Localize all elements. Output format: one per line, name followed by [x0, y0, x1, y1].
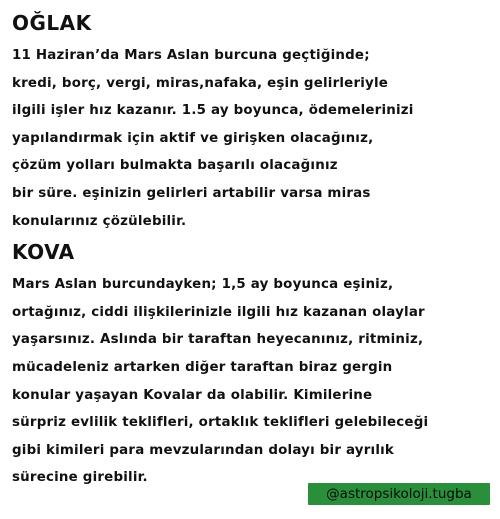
text-line: ilgili işler hız kazanır. 1.5 ay boyunca, ödemelerinizi: [12, 103, 414, 119]
author-handle-badge: @astropsikoloji.tugba: [308, 483, 490, 505]
section-title: KOVA: [12, 240, 75, 265]
section-title: OĞLAK: [12, 11, 92, 35]
section-kova: [12, 239, 496, 492]
text-line: yaşarsınız. Aslında bir taraftan heyecanınız, ritminiz,: [12, 332, 424, 348]
text-line: sürpriz evlilik teklifleri, ortaklık teklifleri gelebileceği: [12, 415, 429, 431]
text-line: Mars Aslan burcundayken; 1,5 ay boyunca eşiniz,: [12, 277, 394, 293]
text-line: konularınız çözülebilir.: [12, 213, 187, 229]
text-line: yapılandırmak için aktif ve girişken olacağınız,: [12, 130, 374, 146]
text-line: çözüm yolları bulmakta başarılı olacağınız: [12, 158, 338, 174]
text-line: sürecine girebilir.: [12, 470, 148, 486]
text-line: konular yaşayan Kovalar da olabilir. Kimilerine: [12, 387, 373, 403]
text-line: 11 Haziran’da Mars Aslan burcuna geçtiğinde;: [12, 48, 370, 63]
text-line: bir süre. eşinizin gelirleri artabilir varsa miras: [12, 185, 371, 201]
section-body: [12, 42, 496, 235]
section-body: [12, 271, 496, 492]
section-oglak: [12, 10, 496, 235]
post-content: [12, 10, 496, 492]
text-line: mücadeleniz artarken diğer taraftan biraz gergin: [12, 359, 393, 375]
text-line: ortağınız, ciddi ilişkilerinizle ilgili hız kazanan olaylar: [12, 304, 425, 320]
text-line: gibi kimileri para mevzularından dolayı bir ayrılık: [12, 442, 395, 458]
text-line: kredi, borç, vergi, miras,nafaka, eşin gelirleriyle: [12, 75, 389, 91]
